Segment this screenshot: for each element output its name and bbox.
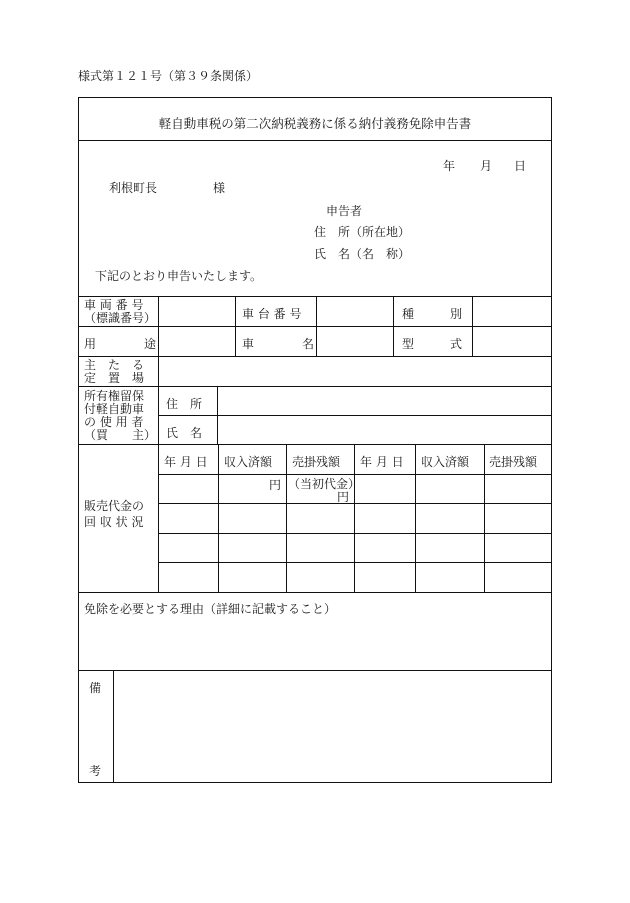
reason-section[interactable] (79, 593, 551, 671)
remarks-label-bottom: 考 (89, 764, 102, 778)
payment-col-divider (286, 445, 287, 592)
kind-field[interactable] (473, 297, 552, 327)
title-section (79, 98, 551, 141)
form-number: 様式第１２１号（第３９条関係） (78, 69, 259, 83)
vehicle-name-label-cell (236, 327, 317, 357)
user-name-label-cell (159, 416, 218, 445)
payment-header-date: 年 月 日 (164, 455, 208, 469)
payment-header-received: 収入済額 (224, 455, 273, 469)
remarks-label-top: 備 (89, 681, 102, 695)
payment-col-divider (415, 445, 416, 592)
payment-header-received: 収入済額 (421, 455, 470, 469)
form-frame (78, 97, 552, 783)
user-label: 所有権留保 付軽自動車 の 使 用 者 （買 主） (84, 389, 157, 442)
payment-row-divider (159, 562, 552, 563)
remarks-label-cell (79, 671, 114, 782)
chassis-number-label-cell (236, 297, 317, 327)
vehicle-number-field[interactable] (159, 297, 236, 327)
payment-status-label: 販売代金の 回 収 状 況 (84, 499, 145, 529)
chassis-number-label: 車 台 番 号 (242, 307, 302, 321)
payment-header-balance: 売掛残額 (292, 455, 341, 469)
use-label-cell (79, 327, 159, 357)
model-field[interactable] (473, 327, 552, 357)
user-address-label: 住 所 (166, 397, 203, 411)
reason-label: 免除を必要とする理由（詳細に記載すること） (84, 602, 337, 616)
kind-label-cell (394, 297, 473, 327)
use-label: 用 途 (84, 337, 157, 351)
storage-place-label-cell (79, 357, 159, 387)
date-year-label: 年 (443, 159, 456, 173)
date-day-label: 日 (514, 159, 527, 173)
initial-price-label: （当初代金） (288, 477, 361, 491)
payment-col-divider (354, 445, 355, 592)
honorific: 様 (213, 181, 226, 195)
vehicle-name-label: 車 名 (242, 337, 315, 351)
use-field[interactable] (159, 327, 236, 357)
payment-col-divider (484, 445, 485, 592)
vehicle-number-label-cell (79, 297, 159, 327)
remarks-field[interactable] (114, 671, 552, 782)
form-title: 軽自動車税の第二次納税義務に係る納付義務免除申告書 (158, 116, 472, 131)
user-name-label: 氏 名 (166, 426, 203, 440)
statement: 下記のとおり申告いたします。 (95, 269, 263, 283)
yen-unit: 円 (269, 478, 282, 492)
addressee: 利根町長 (109, 181, 158, 195)
storage-place-field[interactable] (159, 357, 552, 387)
declarant-address-label: 住 所（所在地） (314, 225, 411, 239)
kind-label: 種 別 (402, 307, 463, 321)
payment-row-divider (159, 533, 552, 534)
payment-header-balance: 売掛残額 (489, 455, 538, 469)
declaration-section (79, 141, 551, 297)
model-label: 型 式 (402, 337, 463, 351)
date-month-label: 月 (480, 159, 493, 173)
vehicle-number-label: 車 両 番 号 （標識番号） (84, 298, 157, 325)
initial-price-yen: 円 (337, 490, 350, 504)
payment-status-label-cell (79, 445, 159, 593)
declarant-label: 申告者 (326, 204, 363, 218)
declarant-name-label: 氏 名（名 称） (314, 247, 411, 261)
payment-table (159, 445, 552, 593)
user-address-field[interactable] (218, 387, 552, 416)
model-label-cell (394, 327, 473, 357)
user-label-cell (79, 387, 159, 445)
payment-col-divider (218, 445, 219, 592)
payment-row-divider (159, 503, 552, 504)
user-name-field[interactable] (218, 416, 552, 445)
storage-place-label: 主 た る 定 置 場 (84, 358, 145, 385)
chassis-number-field[interactable] (317, 297, 394, 327)
payment-header-date: 年 月 日 (360, 455, 404, 469)
vehicle-name-field[interactable] (317, 327, 394, 357)
user-address-label-cell (159, 387, 218, 416)
